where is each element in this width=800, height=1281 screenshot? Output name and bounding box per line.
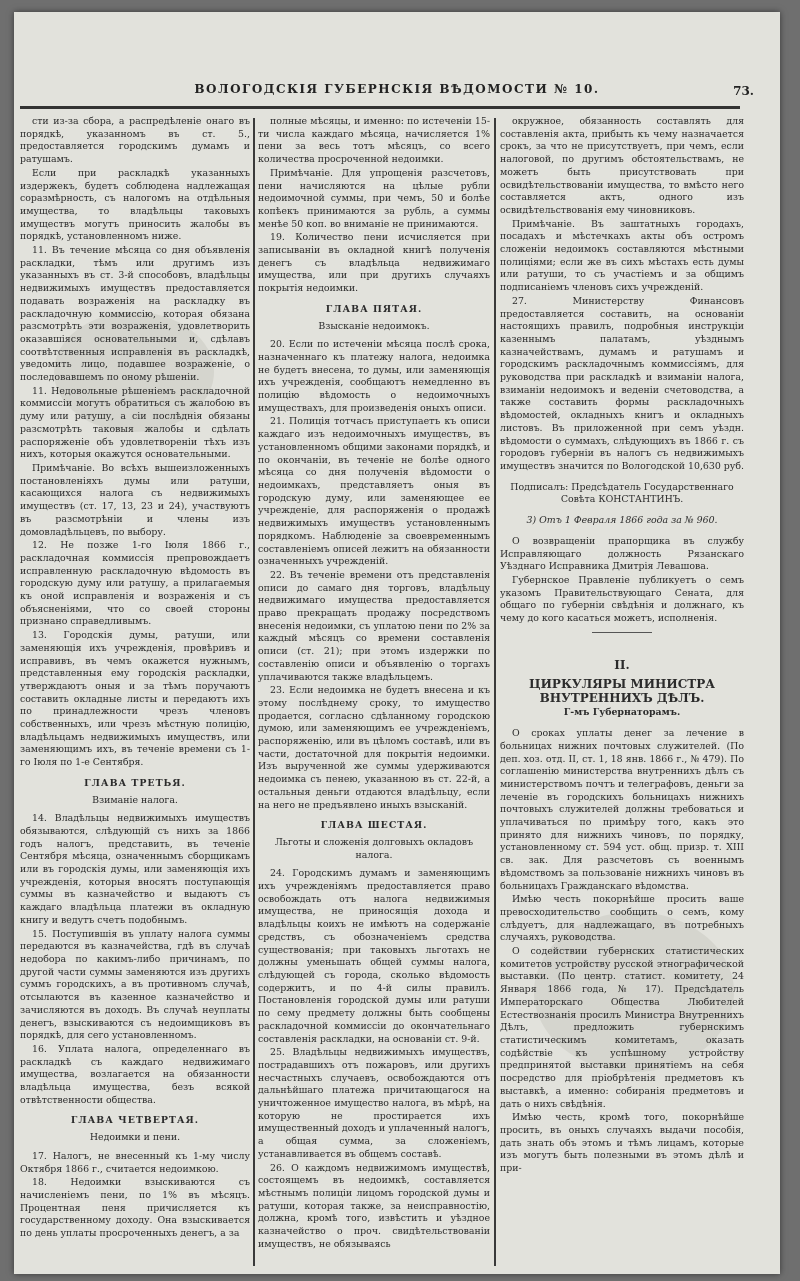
paragraph: 25. Владѣльцы недвижимыхъ имуществъ, пострадавшихъ отъ пожаровъ, или другихъ несчастныхъ случаевъ, освобождаются отъ дальнѣйшаго платежа причитающагося на уничтоженное имущество налога, въ мѣрѣ, на которую не простирается ихъ имущественный доходъ и уплаченный налогъ, а общая сумма, за сложеніемъ, устанавливается въ общемъ составѣ. bbox=[258, 1047, 490, 1160]
column-right bbox=[500, 116, 744, 1266]
chapter-heading: ГЛАВА ТРЕТЬЯ. bbox=[84, 777, 186, 789]
paragraph: 20. Если по истеченіи мѣсяца послѣ срока, назначеннаго къ платежу налога, недоимка не будетъ внесена, то думы, или заменяющія ихъ учрежденія, сообщаютъ немедленно въ полицію вѣдомость о недоимочныхъ имуществахъ, для произведенія оныхъ описи. bbox=[258, 339, 490, 414]
column-middle bbox=[258, 116, 490, 1266]
chapter-subheading: Недоимки и пени. bbox=[89, 1132, 181, 1144]
paragraph: О содействии губернских статистических комитетов устройству русской этнографической выставки. (По центр. статист. комитету, 24 Января 1866 года, № 17). Предсѣдатель Императорскаго Общества Любителей Естествознанія просилъ Министра Внутреннихъ Дѣлъ, предложить губернскимъ статистическимъ комитетамъ, оказать содѣйствіе къ успѣшному устройству предпринятой выставки принятіемъ на себя посредство для пріобрѣтенія предметовъ къ выставкѣ, а именно: собиранія предметовъ и дать о нихъ свѣдѣнія. bbox=[500, 946, 744, 1110]
paragraph: Примѣчаніе. Для упрощенія разсчетовъ, пени начисляются на цѣлые рубли недоимочной суммы, при чемъ, 50 и болѣе копѣекъ принимаются за рубль, а суммы менѣе 50 коп. во вниманіе не принимаются. bbox=[258, 167, 490, 230]
paragraph: Примѣчаніе. Во всѣхъ вышеизложенныхъ постановленіяхъ думы или ратуши, касающихся налога съ недвижимыхъ имуществъ (ст. 17, 13, 23 и 24), участвуютъ въ разсмотрѣніи и члены изъ домовладѣльцевъ, по выбору. bbox=[20, 462, 250, 538]
section-title: ЦИРКУЛЯРЫ МИНИСТРА ВНУТРЕННИХЪ ДѢЛЪ. bbox=[529, 677, 715, 706]
paragraph: 18. Недоимки взыскиваются съ начисленіемъ пени, по 1% въ мѣсяцъ. Процентная пеня причисляется къ государственному доходу. Она взыскивается по день уплаты просроченныхъ денегъ, а за bbox=[20, 1177, 250, 1240]
column-separator bbox=[253, 118, 255, 1266]
paragraph: 16. Уплата налога, определеннаго въ раскладкѣ съ каждаго недвижимаго имущества, возлагается на обязанности владѣльца имущества, безъ всякой отвѣтственности общества. bbox=[20, 1043, 250, 1106]
column-left bbox=[20, 116, 250, 1266]
paragraph: 17. Налогъ, не внесенный къ 1-му числу Октября 1866 г., считается недоимкою. bbox=[20, 1150, 250, 1175]
page-header bbox=[20, 78, 774, 104]
paragraph: 15. Поступившія въ уплату налога суммы передаются въ казначейства, гдѣ въ случаѣ недобора по какимъ-либо причинамъ, по другой части суммы заменяются изъ другихъ суммъ городскихъ, а въ противномъ случаѣ, отсылаются въ казенное казначейство и зачисляются въ доходъ. Въ случаѣ неуплаты денегъ, взыскиваются съ недоимщиковъ въ порядкѣ, для сего установленномъ. bbox=[20, 928, 250, 1042]
paragraph: окружное, обязанность составлять для составленія акта, прибыть къ чему назначается срокъ, за что не присутствуетъ, при чемъ, если налоговой, по другимъ обстоятельствамъ, не можетъ быть присутствовать при освидѣтельствованіи имущества, то вмѣсто него составляется актъ, одного изъ освидѣтельствованія ему чиновниковъ. bbox=[500, 116, 744, 216]
paragraph: О сроках уплаты денег за лечение в больницах нижних почтовых служителей. (По деп. хоз. отд. II, ст. 1, 18 янв. 1866 г., № 479). По соглашенію министерства внутреннихъ дѣлъ съ министерствомъ почтъ и телеграфовъ, деньги за леченіе въ городскихъ больницахъ нижнихъ почтовыхъ служителей должны требоваться и уплачиваться по примѣру того, какъ это принято для нижнихъ чиновъ, по порядку, установленному ст. 594 уст. общ. призр. т. XIII св. зак. Для разсчетовъ съ военнымъ вѣдомствомъ за пользованіе нижнихъ чиновъ въ больницахъ Гражданскаго вѣдомства. bbox=[500, 728, 744, 892]
paragraph: сти из-за сбора, а распредѣленіе онаго въ порядкѣ, указанномъ въ ст. 5., предоставляется городскимъ думамъ и ратушамъ. bbox=[20, 116, 250, 166]
newspaper-page bbox=[14, 12, 780, 1274]
chapter-heading: ГЛАВА ЧЕТВЕРТАЯ. bbox=[70, 1115, 200, 1127]
section-addressee: Г-мъ Губернаторамъ. bbox=[563, 707, 681, 719]
paragraph: 19. Количество пени исчисляется при записываніи въ окладной книгѣ полученія денегъ съ владѣльца недвижимаго имущества, или при другихъ случаяхъ покрытія недоимки. bbox=[258, 232, 490, 295]
paragraph: 11. Недовольные рѣшеніемъ раскладочной коммиссіи могутъ обратиться съ жалобою въ думу или ратушу, а сіи послѣднія обязаны разсмотрѣть таковыя жалобы и сдѣлать распоряженіе объ удовлетвореніи тѣхъ изъ нихъ, которыя окажутся основательными. bbox=[20, 385, 250, 461]
paragraph: 11. Въ течение мѣсяца со дня объявленія раскладки, тѣмъ или другимъ изъ указанныхъ въ ст. 3-й способовъ, владѣльцы недвижимыхъ имуществъ предоставляется подавать возраженія на раскладку въ раскладочную коммиссію, которая обязана разсмотрѣть эти возраженія, удовлетворить оказавшіяся основательными и, сдѣлавъ соотвѣтственныя исправленія въ раскладкѣ, уведомить лицо, подавшее возраженіе, о последовавшемъ по оному рѣшеніи. bbox=[20, 245, 250, 384]
chapter-subheading: Взиманіе налога. bbox=[92, 794, 178, 806]
paragraph: 27. Министерству Финансовъ предоставляется составить, на основаніи настоящихъ правилъ, подробныя инструкціи казеннымъ палатамъ, уѣзднымъ казначействамъ, думамъ и ратушамъ и городскимъ раскладочнымъ коммиссіямъ, для руководства при раскладкѣ и взиманіи налога, взиманіи недоимокъ и веденіи счетоводства, а также составить формы раскладочныхъ вѣдомостей, окладныхъ книгъ и окладныхъ листовъ. Въ приложенной при семъ уѣздн. вѣдомости о суммахъ, слѣдующихъ въ 1866 г. съ городовъ губерніи въ налогъ съ недвижимыхъ имуществъ значится по Вологодской 10,630 руб. bbox=[500, 295, 744, 472]
paragraph: Имѣю честь покорнѣйше просить ваше превосходительство сообщить о семъ, кому слѣдуетъ, для надлежащаго, въ потребныхъ случаяхъ, руководства. bbox=[500, 894, 744, 944]
paragraph: полные мѣсяцы, и именно: по истеченіи 15-ти числа каждаго мѣсяца, начисляется 1% пени за весь тотъ мѣсяцъ, со всего количества просроченной недоимки. bbox=[258, 116, 490, 166]
column-separator bbox=[494, 118, 496, 1266]
chapter-heading: ГЛАВА ПЯТАЯ. bbox=[325, 303, 423, 315]
chapter-subheading: Взысканіе недоимокъ. bbox=[318, 320, 430, 332]
paragraph: Губернское Правленіе публикуетъ о семъ указомъ Правительствующаго Сената, для общаго по губерніи свѣдѣнія и должнаго, къ чему до кого касаться можетъ, исполненія. bbox=[500, 574, 744, 625]
paragraph: 13. Городскія думы, ратуши, или заменяющія ихъ учрежденія, провѣривъ и исправивъ, въ чемъ окажется нужнымъ, представленныя ему городскія раскладки, утверждаютъ оныя и за тѣмъ поручаютъ составить окладные листы и передаютъ ихъ по принадлежности чрезъ членовъ собственныхъ, или чрезъ мѣстную полицію, владѣльцамъ недвижимыхъ имуществъ, или заменяющимъ ихъ, въ теченіе времени съ 1-го Іюля по 1-е Сентября. bbox=[20, 630, 250, 769]
signature-line: Подписалъ: Предсѣдатель Государственнаго Совѣта КОНСТАНТИНЪ. bbox=[510, 481, 734, 506]
decree-reference: 3) Отъ 1 Февраля 1866 года за № 960. bbox=[526, 515, 718, 527]
paragraph: 21. Полиція тотчасъ приступаетъ къ описи каждаго изъ недоимочныхъ имуществъ, въ установленномъ общими законами порядкѣ, и по окончаніи, въ теченіе не болѣе одного мѣсяца со дня полученія вѣдомости о недоимкахъ, представляетъ оныя въ городскую думу, или заменяющее ее учрежденіе, для распоряженія о продажѣ недвижимыхъ имуществъ установленнымъ порядкомъ. Наблюденіе за своевременнымъ составленіемъ описей лежитъ на обязанности означенныхъ учрежденій. bbox=[258, 416, 490, 568]
section-number: II. bbox=[614, 657, 630, 672]
paragraph: 12. Не позже 1-го Іюля 1866 г., раскладочная коммиссія препровождаетъ исправленную раскладочную вѣдомость въ городскую думу или ратушу, а прилагаемыя къ оной исправленія и возраженія и съ объясненіями, что со своей стороны признано справедливымъ. bbox=[20, 540, 250, 628]
paragraph: Примѣчаніе. Въ заштатныхъ городахъ, посадахъ и мѣстечкахъ акты объ остромъ сложеніи недоимокъ составляются мѣстными полиціями; если же въ сихъ мѣстахъ есть думы или ратуши, то съ участіемъ и за общимъ подписаніемъ членовъ сихъ учрежденій. bbox=[500, 218, 744, 294]
page-number: 73. bbox=[733, 84, 754, 98]
header-rule bbox=[20, 106, 740, 109]
paragraph: 26. О каждомъ недвижимомъ имуществѣ, состоящемъ въ недоимкѣ, составляется мѣстнымъ полиціи лицомъ городской думы и ратуши, которая также, за неисправностію, должна, кромѣ того, извѣстить и уѣздное казначейство о проч. свидѣтельствованіи имуществъ, не обязываясь bbox=[258, 1162, 490, 1250]
chapter-heading: ГЛАВА ШЕСТАЯ. bbox=[320, 820, 428, 832]
paragraph: Имѣю честь, кромѣ того, покорнѣйше просить, въ оныхъ случаяхъ выдачи пособія, дать знать объ этомъ и тѣмъ лицамъ, которые изъ могутъ быть полезными въ этомъ дѣлѣ и при- bbox=[500, 1112, 744, 1175]
running-title: ВОЛОГОДСКIЯ ГУБЕРНСКIЯ ВѢДОМОСТИ № 10. bbox=[194, 82, 600, 96]
paragraph: О возвращеніи прапорщика въ службу Исправляющаго должность Рязанскаго Уѣзднаго Исправника Дмитрія Левашова. bbox=[500, 535, 744, 573]
section-divider bbox=[592, 632, 652, 633]
chapter-subheading: Льготы и сложенія долговыхъ окладовъ налога. bbox=[274, 836, 474, 861]
paragraph: 24. Городскимъ думамъ и заменяющимъ ихъ учрежденіямъ предоставляется право освобождать отъ налога недвижимыя имущества, не приносящія дохода и владѣльцы коихъ не имѣютъ на содержаніе средствъ, съ обозначеніемъ средства существованія; при таковыхъ льготахъ не должны уменьшать общей суммы налога, слѣдующей съ города, сколько вѣдомость содержитъ, и по 4-й силы правилъ. Постановленія городской думы или ратуши по сему предмету должны быть сообщены раскладочной коммиссіи до окончательнаго составленія раскладки, на основаніи ст. 9-й. bbox=[258, 868, 490, 1045]
paragraph: 22. Въ теченіе времени отъ представленія описи до самаго дня торговъ, владѣльцу недвижимаго имущества предоставляется право прекращать продажу посредствомъ внесенія недоимки, съ уплатою пени по 2% за каждый мѣсяцъ со времени составленія описи (ст. 21); при этомъ издержки по составленію описи и объявленію о торгахъ уплачиваются также владѣльцемъ. bbox=[258, 569, 490, 683]
paragraph: 14. Владѣльцы недвижимыхъ имуществъ обязываются, слѣдующій съ нихъ за 1866 годъ налогъ, представить, въ теченіе Сентября мѣсяца, означеннымъ сборщикамъ или въ городскія думы, или заменяющія ихъ учрежденія, которыя вносятъ поступающія суммы въ казначейство и выдаютъ съ каждаго владѣльца платежи въ окладную книгу и ведутъ счетъ подобнымъ. bbox=[20, 813, 250, 926]
paragraph: Если при раскладкѣ указанныхъ издержекъ, будетъ соблюдена надлежащая соразмѣрность, съ налогомъ на отдѣльныя имущества, то владѣльцы таковыхъ имуществъ могутъ приносить жалобы въ порядкѣ, установленномъ ниже. bbox=[20, 167, 250, 243]
paragraph: 23. Если недоимка не будетъ внесена и къ этому послѣднему сроку, то имущество продается, согласно сдѣланному городскою думою, или заменяющимъ ее учрежденіемъ, распоряженію, или въ цѣломъ составѣ, или въ части, достаточной для покрытія недоимки. Изъ вырученной же суммы удерживаются недоимка съ пенею, указанною въ ст. 22-й, а остальныя деньги отдаются владѣльцу, если на него не предъявлено иныхъ взысканій. bbox=[258, 685, 490, 811]
